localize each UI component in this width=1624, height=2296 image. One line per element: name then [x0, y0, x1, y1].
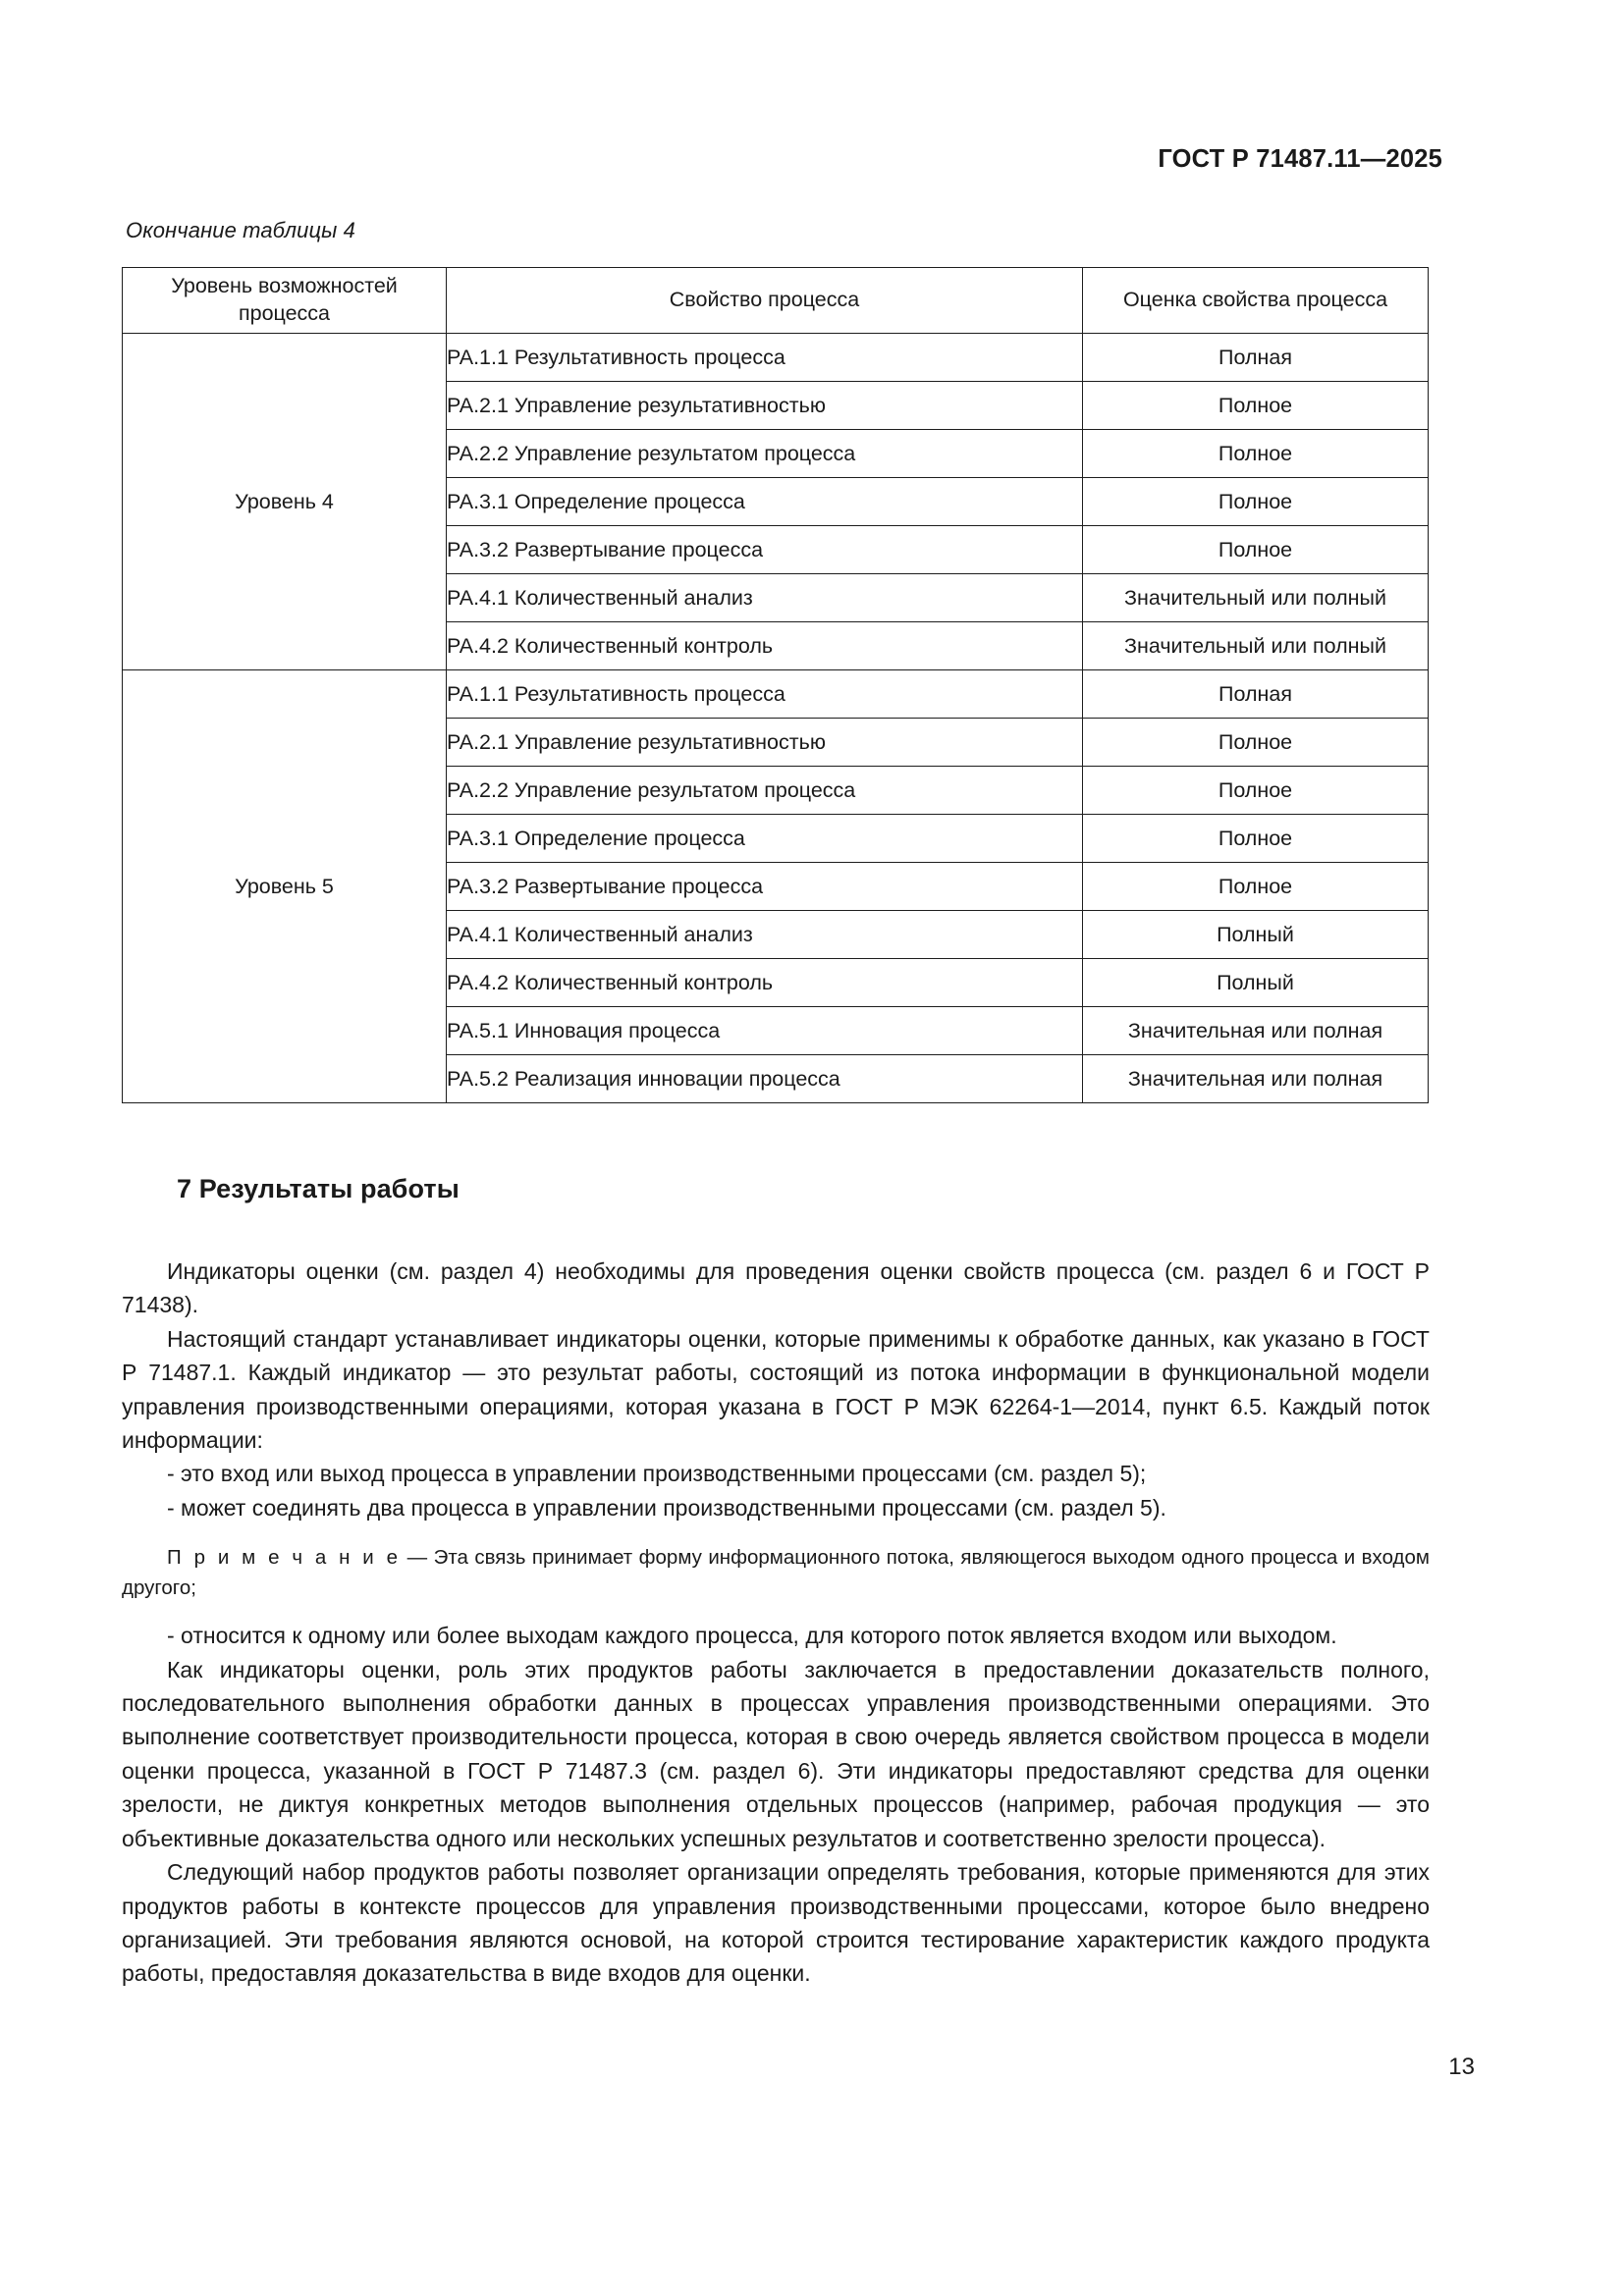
- rating-cell: Полная: [1083, 670, 1429, 719]
- property-cell: PA.2.1 Управление результативностью: [447, 382, 1083, 430]
- column-header-rating: Оценка свойства процесса: [1083, 268, 1429, 334]
- table-container: [122, 267, 1428, 1103]
- property-cell: PA.3.1 Определение процесса: [447, 478, 1083, 526]
- page-number: 13: [1448, 2054, 1475, 2080]
- property-cell: PA.2.2 Управление результатом процесса: [447, 430, 1083, 478]
- rating-cell: Значительная или полная: [1083, 1007, 1429, 1055]
- list-item: - это вход или выход процесса в управлении производственными процессами (см. раздел 5);: [167, 1461, 1147, 1487]
- rating-cell: Полное: [1083, 382, 1429, 430]
- rating-cell: Полная: [1083, 334, 1429, 382]
- rating-cell: Полное: [1083, 767, 1429, 815]
- rating-cell: Полное: [1083, 863, 1429, 911]
- table-caption: Окончание таблицы 4: [126, 218, 356, 242]
- rating-cell: Полный: [1083, 911, 1429, 959]
- paragraph-workproducts: Следующий набор продуктов работы позволяет организации определять требования, которые применяются для этих продуктов работы в контексте процессов для управления производственными процессами, которое было внедрено организацией. Эти требования являются основой, на которой строится тестирование характеристик каждого продукта работы, предоставляя доказательства в виде входов для оценки.: [122, 1859, 1430, 1987]
- property-cell: PA.4.1 Количественный анализ: [447, 574, 1083, 622]
- property-cell: PA.3.2 Развертывание процесса: [447, 526, 1083, 574]
- property-cell: PA.5.1 Инновация процесса: [447, 1007, 1083, 1055]
- property-cell: PA.2.1 Управление результативностью: [447, 719, 1083, 767]
- table-row: [123, 670, 1429, 719]
- rating-cell: Полное: [1083, 478, 1429, 526]
- list-item: - может соединять два процесса в управлении производственными процессами (см. раздел 5).: [167, 1494, 1166, 1521]
- rating-cell: Полное: [1083, 719, 1429, 767]
- rating-cell: Значительный или полный: [1083, 574, 1429, 622]
- document-header-standard-id: ГОСТ Р 71487.11—2025: [1158, 145, 1442, 173]
- note-block: [122, 1542, 1430, 1603]
- level-cell: Уровень 5: [123, 670, 447, 1103]
- rating-cell: Полное: [1083, 815, 1429, 863]
- property-cell: PA.2.2 Управление результатом процесса: [447, 767, 1083, 815]
- note-label: П р и м е ч а н и е: [167, 1546, 402, 1570]
- property-cell: PA.4.2 Количественный контроль: [447, 622, 1083, 670]
- property-cell: PA.3.1 Определение процесса: [447, 815, 1083, 863]
- property-cell: PA.1.1 Результативность процесса: [447, 670, 1083, 719]
- column-header-level: Уровень возможностей процесса: [123, 268, 447, 334]
- property-cell: PA.4.2 Количественный контроль: [447, 959, 1083, 1007]
- rating-cell: Полный: [1083, 959, 1429, 1007]
- property-cell: PA.1.1 Результативность процесса: [447, 334, 1083, 382]
- table-header-row: [123, 268, 1429, 334]
- property-cell: PA.3.2 Развертывание процесса: [447, 863, 1083, 911]
- property-cell: PA.4.1 Количественный анализ: [447, 911, 1083, 959]
- column-header-property: Свойство процесса: [447, 268, 1083, 334]
- paragraph-intro: Индикаторы оценки (см. раздел 4) необходимы для проведения оценки свойств процесса (см. раздел 6 и ГОСТ Р 71438).: [122, 1258, 1430, 1318]
- list-item: - относится к одному или более выходам каждого процесса, для которого поток является входом или выходом.: [167, 1623, 1337, 1649]
- rating-cell: Полное: [1083, 526, 1429, 574]
- paragraph-indicators: Настоящий стандарт устанавливает индикаторы оценки, которые применимы к обработке данных, как указано в ГОСТ Р 71487.1. Каждый индикатор — это результат работы, состоящий из потока информации в функциональной модели управления производственными операциями, которая указана в ГОСТ Р МЭК 62264-1—2014, пункт 6.5. Каждый поток информации:: [122, 1325, 1430, 1454]
- section-body: [122, 1255, 1430, 1991]
- property-cell: PA.5.2 Реализация инновации процесса: [447, 1055, 1083, 1103]
- rating-cell: Значительный или полный: [1083, 622, 1429, 670]
- section-heading: 7 Результаты работы: [177, 1174, 460, 1203]
- rating-cell: Значительная или полная: [1083, 1055, 1429, 1103]
- paragraph-role: Как индикаторы оценки, роль этих продуктов работы заключается в предоставлении доказательств полного, последовательного выполнения обработки данных в процессах управления производственными операциями. Это выполнение соответствует производительности процесса, которая в свою очередь является свойством процесса в модели оценки процесса, указанной в ГОСТ Р 71487.3 (см. раздел 6). Эти индикаторы предоставляют средства для оценки зрелости, не диктуя конкретных методов выполнения отдельных процессов (например, рабочая продукция — это объективные доказательства одного или нескольких успешных результатов и соответственно зрелости процесса).: [122, 1656, 1430, 1851]
- capability-level-table: [122, 267, 1429, 1103]
- rating-cell: Полное: [1083, 430, 1429, 478]
- note-text: — Эта связь принимает форму информационного потока, являющегося выходом одного процесса и входом другого;: [122, 1546, 1430, 1600]
- level-cell: Уровень 4: [123, 334, 447, 670]
- table-row: [123, 334, 1429, 382]
